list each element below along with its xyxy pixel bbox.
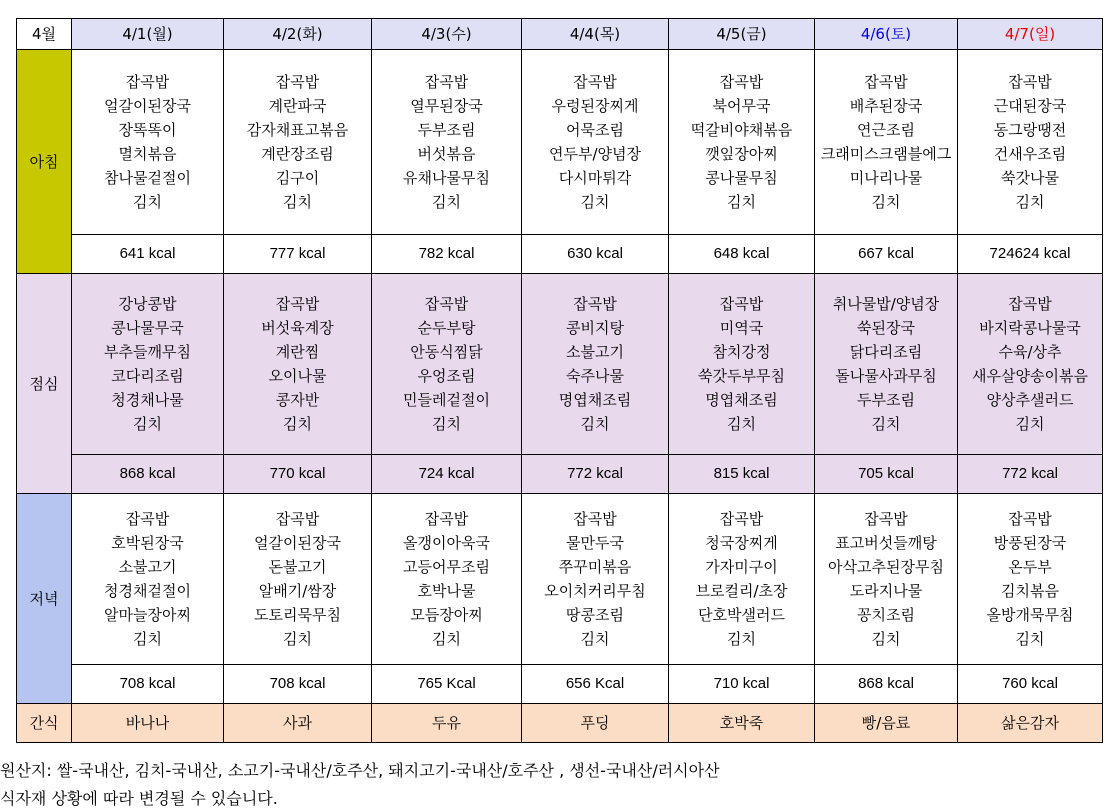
dish-item: 닭다리조림 — [849, 343, 923, 361]
kcal-value: 868 kcal — [815, 665, 958, 704]
dish-item: 오이치커리무침 — [544, 582, 646, 600]
dish-item: 꽁치조림 — [857, 606, 915, 624]
breakfast-day-cell — [522, 50, 669, 235]
header-row — [17, 19, 1103, 50]
kcal-value: 770 kcal — [224, 455, 372, 494]
month-label: 4월 — [17, 19, 72, 50]
dish-item: 김치 — [1015, 415, 1045, 433]
day-header: 4/2(화) — [224, 19, 372, 50]
dish-item: 강낭콩밥 — [118, 295, 177, 313]
lunch-row — [17, 274, 1103, 455]
dish-item: 김치 — [432, 415, 461, 433]
kcal-value: 724 kcal — [372, 455, 522, 494]
dish-item: 쑥갓나물 — [1001, 169, 1059, 187]
snack-label: 간식 — [17, 704, 72, 743]
dish-item: 연근조림 — [857, 121, 915, 139]
dish-item: 계란찜 — [275, 343, 320, 361]
dish-item: 새우살양송이볶음 — [972, 367, 1088, 385]
snack-item: 푸딩 — [522, 704, 669, 743]
dish-item: 바지락콩나물국 — [979, 319, 1081, 337]
lunch-day-cell — [958, 274, 1103, 455]
dish-item: 김치 — [283, 630, 312, 648]
dish-item: 김치 — [133, 415, 162, 433]
kcal-value: 777 kcal — [224, 235, 372, 274]
dish-item: 김치 — [133, 193, 162, 211]
origin-note: 원산지: 쌀-국내산, 김치-국내산, 소고기-국내산/호주산, 돼지고기-국내산/호주산 , 생선-국내산/러시아산 — [0, 761, 720, 780]
lunch-day-cell — [669, 274, 815, 455]
dish-item: 김치 — [580, 193, 610, 211]
dish-item: 북어무국 — [712, 97, 771, 115]
breakfast-label: 아침 — [17, 50, 72, 274]
dish-item: 미나리나물 — [849, 169, 923, 187]
dish-item: 취나물밥/양념장 — [832, 295, 940, 313]
dish-item: 우렁된장찌게 — [551, 97, 639, 115]
dish-item: 표고버섯들깨탕 — [835, 534, 937, 552]
dish-item: 멸치볶음 — [118, 145, 177, 163]
dish-item: 잡곡밥 — [864, 510, 908, 528]
dish-item: 김치 — [871, 415, 901, 433]
dish-item: 명엽채조림 — [558, 391, 632, 409]
dish-item: 김치 — [580, 415, 610, 433]
dish-item: 김치 — [432, 193, 461, 211]
dish-item: 참치강정 — [712, 343, 771, 361]
dish-item: 브로컬리/초장 — [695, 582, 788, 600]
dish-item: 가자미구이 — [705, 558, 778, 576]
dish-item: 잡곡밥 — [573, 510, 617, 528]
breakfast-day-cell — [372, 50, 522, 235]
dish-item: 김치 — [727, 193, 756, 211]
dish-item: 도라지나물 — [849, 582, 923, 600]
dish-item: 장똑똑이 — [118, 121, 177, 139]
breakfast-day-cell — [958, 50, 1103, 235]
dish-item: 김치 — [432, 630, 461, 648]
dish-item: 땅콩조림 — [566, 606, 624, 624]
kcal-value: 667 kcal — [815, 235, 958, 274]
dish-item: 참나물겉절이 — [104, 169, 191, 187]
kcal-value: 765 Kcal — [372, 665, 522, 704]
dish-item: 버섯볶음 — [417, 145, 476, 163]
dish-item: 쭈꾸미볶음 — [558, 558, 632, 576]
lunch-label: 점심 — [17, 274, 72, 494]
dish-item: 안동식찜닭 — [410, 343, 483, 361]
lunch-kcal-row — [17, 455, 1103, 494]
dish-item: 잡곡밥 — [573, 295, 617, 313]
dish-item: 콩나물무침 — [705, 169, 778, 187]
dish-item: 오이나물 — [268, 367, 327, 385]
day-header-sunday: 4/7(일) — [958, 19, 1103, 50]
dish-item: 잡곡밥 — [719, 295, 764, 313]
lunch-day-cell — [224, 274, 372, 455]
dinner-day-cell — [958, 494, 1103, 665]
dish-item: 유채나물무침 — [403, 169, 490, 187]
dish-item: 청경채나물 — [111, 391, 184, 409]
dish-item: 알마늘장아찌 — [104, 606, 191, 624]
kcal-value: 705 kcal — [815, 455, 958, 494]
dish-item: 모듬장아찌 — [410, 606, 483, 624]
dish-item: 잡곡밥 — [1008, 510, 1052, 528]
dish-item: 돈불고기 — [268, 558, 327, 576]
dish-item: 김치볶음 — [1001, 582, 1059, 600]
dish-item: 콩나물무국 — [111, 319, 184, 337]
dish-item: 계란파국 — [268, 97, 327, 115]
day-header: 4/3(수) — [372, 19, 522, 50]
dish-item: 잡곡밥 — [1008, 295, 1052, 313]
dish-item: 올방개묵무침 — [986, 606, 1074, 624]
dinner-day-cell — [522, 494, 669, 665]
dish-item: 부추들깨무침 — [104, 343, 191, 361]
dish-item: 계란장조림 — [261, 145, 334, 163]
breakfast-kcal-row — [17, 235, 1103, 274]
dish-item: 김치 — [133, 630, 162, 648]
breakfast-day-cell — [224, 50, 372, 235]
dish-item: 버섯육계장 — [261, 319, 334, 337]
dish-item: 순두부탕 — [417, 319, 476, 337]
dish-item: 소불고기 — [118, 558, 177, 576]
kcal-value: 724624 kcal — [958, 235, 1103, 274]
dish-item: 고등어무조림 — [403, 558, 490, 576]
dish-item: 민들레겉절이 — [403, 391, 490, 409]
dish-item: 김치 — [727, 630, 756, 648]
dish-item: 김치 — [871, 630, 901, 648]
snack-item: 삶은감자 — [958, 704, 1103, 743]
dish-item: 김치 — [1015, 193, 1045, 211]
dish-item: 잡곡밥 — [275, 510, 320, 528]
dish-item: 호박된장국 — [111, 534, 184, 552]
dish-item: 물만두국 — [566, 534, 624, 552]
dinner-day-cell — [669, 494, 815, 665]
lunch-day-cell — [815, 274, 958, 455]
dish-item: 얼갈이된장국 — [104, 97, 191, 115]
kcal-value: 782 kcal — [372, 235, 522, 274]
dish-item: 잡곡밥 — [1008, 73, 1052, 91]
kcal-value: 772 kcal — [958, 455, 1103, 494]
weekly-menu-table — [16, 18, 1103, 743]
dish-item: 잡곡밥 — [719, 510, 764, 528]
dish-item: 수육/상추 — [998, 343, 1062, 361]
dish-item: 얼갈이된장국 — [254, 534, 341, 552]
dish-item: 호박나물 — [417, 582, 476, 600]
dish-item: 다시마튀각 — [558, 169, 632, 187]
breakfast-day-cell — [815, 50, 958, 235]
dinner-kcal-row — [17, 665, 1103, 704]
dish-item: 잡곡밥 — [424, 295, 469, 313]
dish-item: 두부조림 — [417, 121, 476, 139]
dish-item: 방풍된장국 — [993, 534, 1067, 552]
dish-item: 잡곡밥 — [864, 73, 908, 91]
dish-item: 올갱이아욱국 — [403, 534, 490, 552]
dish-item: 코다리조림 — [111, 367, 184, 385]
kcal-value: 772 kcal — [522, 455, 669, 494]
dish-item: 배추된장국 — [849, 97, 923, 115]
dish-item: 우엉조림 — [417, 367, 476, 385]
dish-item: 명엽채조림 — [705, 391, 778, 409]
breakfast-row — [17, 50, 1103, 235]
day-header: 4/1(월) — [72, 19, 224, 50]
dish-item: 아삭고추된장무침 — [828, 558, 944, 576]
dish-item: 김구이 — [275, 169, 320, 187]
dish-item: 숙주나물 — [566, 367, 624, 385]
kcal-value: 710 kcal — [669, 665, 815, 704]
dish-item: 잡곡밥 — [573, 73, 617, 91]
kcal-value: 648 kcal — [669, 235, 815, 274]
dish-item: 쑥갓두부무침 — [698, 367, 785, 385]
dish-item: 김치 — [283, 415, 312, 433]
kcal-value: 760 kcal — [958, 665, 1103, 704]
kcal-value: 708 kcal — [72, 665, 224, 704]
dish-item: 쑥된장국 — [857, 319, 915, 337]
dish-item: 잡곡밥 — [125, 73, 170, 91]
dish-item: 알배기/쌈장 — [258, 582, 337, 600]
dish-item: 콩자반 — [275, 391, 320, 409]
dish-item: 온두부 — [1008, 558, 1052, 576]
dish-item: 양상추샐러드 — [986, 391, 1074, 409]
dish-item: 잡곡밥 — [275, 295, 320, 313]
lunch-day-cell — [522, 274, 669, 455]
dish-item: 감자채표고볶음 — [246, 121, 349, 139]
dish-item: 동그랑땡전 — [993, 121, 1067, 139]
dish-item: 잡곡밥 — [424, 73, 469, 91]
day-header: 4/5(금) — [669, 19, 815, 50]
dish-item: 깻잎장아찌 — [705, 145, 778, 163]
dinner-day-cell — [224, 494, 372, 665]
dish-item: 단호박샐러드 — [698, 606, 785, 624]
dish-item: 청경채겉절이 — [104, 582, 191, 600]
snack-item: 두유 — [372, 704, 522, 743]
dish-item: 잡곡밥 — [424, 510, 469, 528]
dish-item: 열무된장국 — [410, 97, 483, 115]
kcal-value: 815 kcal — [669, 455, 815, 494]
snack-row — [17, 704, 1103, 743]
snack-item: 바나나 — [72, 704, 224, 743]
lunch-day-cell — [72, 274, 224, 455]
dish-item: 청국장찌게 — [705, 534, 778, 552]
dish-item: 김치 — [727, 415, 756, 433]
breakfast-day-cell — [669, 50, 815, 235]
dinner-day-cell — [815, 494, 958, 665]
kcal-value: 656 Kcal — [522, 665, 669, 704]
dinner-day-cell — [72, 494, 224, 665]
dish-item: 김치 — [580, 630, 610, 648]
snack-item: 사과 — [224, 704, 372, 743]
dish-item: 잡곡밥 — [275, 73, 320, 91]
kcal-value: 641 kcal — [72, 235, 224, 274]
dish-item: 김치 — [871, 193, 901, 211]
dish-item: 김치 — [1015, 630, 1045, 648]
dish-item: 건새우조림 — [993, 145, 1067, 163]
dish-item: 소불고기 — [566, 343, 624, 361]
dish-item: 잡곡밥 — [125, 510, 170, 528]
dish-item: 잡곡밥 — [719, 73, 764, 91]
dish-item: 근대된장국 — [993, 97, 1067, 115]
snack-item: 호박죽 — [669, 704, 815, 743]
dish-item: 어묵조림 — [566, 121, 624, 139]
dish-item: 돌나물사과무침 — [835, 367, 937, 385]
lunch-day-cell — [372, 274, 522, 455]
dish-item: 도토리묵무침 — [254, 606, 341, 624]
dish-item: 크래미스크램블에그 — [820, 145, 952, 163]
dish-item: 미역국 — [719, 319, 764, 337]
kcal-value: 708 kcal — [224, 665, 372, 704]
dinner-label: 저녁 — [17, 494, 72, 704]
dish-item: 두부조림 — [857, 391, 915, 409]
snack-item: 빵/음료 — [815, 704, 958, 743]
dish-item: 연두부/양념장 — [549, 145, 641, 163]
dish-item: 콩비지탕 — [566, 319, 624, 337]
day-header: 4/4(목) — [522, 19, 669, 50]
breakfast-day-cell — [72, 50, 224, 235]
kcal-value: 868 kcal — [72, 455, 224, 494]
day-header-saturday: 4/6(토) — [815, 19, 958, 50]
change-note: 식자재 상황에 따라 변경될 수 있습니다. — [0, 789, 278, 808]
kcal-value: 630 kcal — [522, 235, 669, 274]
dinner-row — [17, 494, 1103, 665]
dish-item: 떡갈비야채볶음 — [690, 121, 793, 139]
dinner-day-cell — [372, 494, 522, 665]
dish-item: 김치 — [283, 193, 312, 211]
